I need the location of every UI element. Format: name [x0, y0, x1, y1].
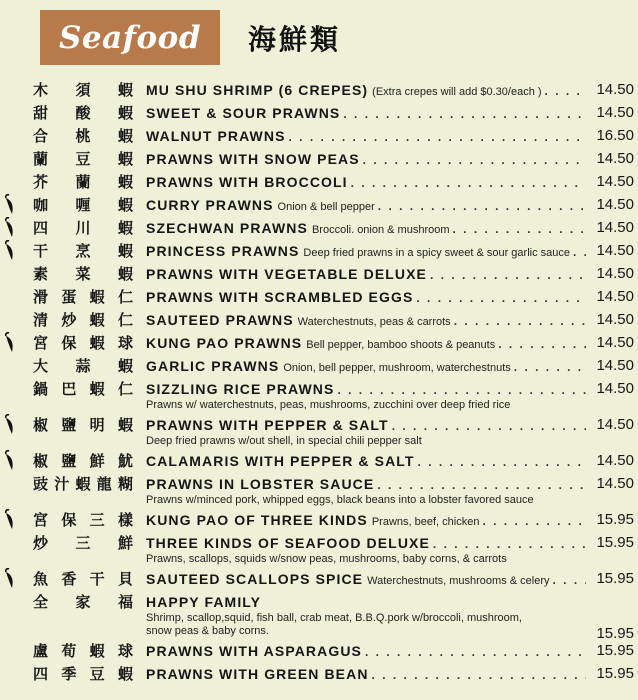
- dot-leader: [377, 475, 586, 494]
- item-note: Bell pepper, bamboo shoots & peanuts: [306, 339, 496, 351]
- dot-leader: [430, 265, 586, 284]
- dot-leader: [553, 570, 586, 589]
- section-title-cn: 海鮮類: [248, 23, 342, 56]
- dot-leader: [363, 150, 586, 169]
- dot-leader: [365, 642, 586, 661]
- item-chinese-name: 盧 荀 蝦 球: [33, 642, 133, 660]
- chili-pepper-icon: [2, 332, 26, 354]
- dot-leader: [433, 534, 586, 553]
- item-note: (Extra crepes will add $0.30/each ): [372, 86, 542, 98]
- dot-leader: [453, 219, 586, 238]
- item-description: snow peas & baby corns.: [146, 625, 269, 637]
- item-chinese-name: 蘭 豆 蝦: [33, 150, 133, 168]
- dot-leader: [372, 665, 586, 684]
- item-note: Prawns, beef, chicken: [371, 516, 480, 528]
- dot-leader: [498, 334, 586, 353]
- item-english-name: PRAWNS WITH BROCCOLI: [146, 174, 348, 190]
- item-english-name: MU SHU SHRIMP (6 CREPES): [146, 82, 369, 98]
- item-chinese-name: 干 烹 蝦: [33, 242, 133, 260]
- item-english-name: KUNG PAO OF THREE KINDS: [146, 512, 368, 528]
- item-chinese-name: 滑 蛋 蝦 仁: [33, 288, 133, 306]
- item-description: Prawns, scallops, squids w/snow peas, mushrooms, baby corns, & carrots: [146, 553, 507, 565]
- item-price: 15.95: [596, 511, 634, 528]
- item-english-name: SAUTEED PRAWNS: [146, 312, 294, 328]
- item-chinese-name: 鍋 巴 蝦 仁: [33, 380, 133, 398]
- item-english-name: PRAWNS WITH GREEN BEAN: [146, 666, 369, 682]
- item-price: 14.50: [596, 380, 634, 397]
- item-price: 14.50: [596, 452, 634, 469]
- item-chinese-name: 魚 香 干 貝: [33, 570, 133, 588]
- item-english-name: SIZZLING RICE PRAWNS: [146, 381, 335, 397]
- item-chinese-name: 椒 鹽 鮮 魷: [33, 452, 133, 470]
- item-note: Onion, bell pepper, mushroom, waterchestnuts: [283, 362, 511, 374]
- item-chinese-name: 合 桃 蝦: [33, 127, 133, 145]
- item-english-name: GARLIC PRAWNS: [146, 358, 280, 374]
- dot-leader: [392, 416, 586, 435]
- item-price: 14.50: [596, 150, 634, 167]
- item-chinese-name: 全 家 福: [33, 593, 133, 611]
- item-price: 14.50: [596, 288, 634, 305]
- chili-pepper-icon: [2, 240, 26, 262]
- dot-leader: [289, 127, 586, 146]
- item-price: 14.50: [596, 311, 634, 328]
- item-price: 14.50: [596, 196, 634, 213]
- chili-pepper-icon: [2, 217, 26, 239]
- item-english-name: PRAWNS WITH ASPARAGUS: [146, 643, 362, 659]
- item-price: 14.50: [596, 357, 634, 374]
- item-price: 15.95: [596, 665, 634, 682]
- item-chinese-name: 咖 喱 蝦: [33, 196, 133, 214]
- item-chinese-name: 木 須 蝦: [33, 81, 133, 99]
- dot-leader: [416, 288, 586, 307]
- item-chinese-name: 豉 汁 蝦 龍 糊: [33, 475, 133, 493]
- item-description: Deep fried prawns w/out shell, in special chili pepper salt: [146, 435, 422, 447]
- item-price: 14.50: [596, 219, 634, 236]
- item-chinese-name: 大 蒜 蝦: [33, 357, 133, 375]
- item-price: 14.50: [596, 81, 634, 98]
- item-price: 14.50: [596, 104, 634, 121]
- item-price: 15.95: [596, 534, 634, 551]
- item-price: 14.50: [596, 173, 634, 190]
- item-chinese-name: 甜 酸 蝦: [33, 104, 133, 122]
- item-chinese-name: 芥 蘭 蝦: [33, 173, 133, 191]
- item-chinese-name: 四 季 豆 蝦: [33, 665, 133, 683]
- item-price: 16.50: [596, 127, 634, 144]
- item-price: 14.50: [596, 265, 634, 282]
- item-english-name: THREE KINDS OF SEAFOOD DELUXE: [146, 535, 430, 551]
- item-price: 15.95: [596, 642, 634, 659]
- item-english-name: PRAWNS IN LOBSTER SAUCE: [146, 476, 375, 492]
- dot-leader: [514, 357, 586, 376]
- dot-leader: [573, 242, 586, 261]
- item-english-name: HAPPY FAMILY: [146, 594, 262, 610]
- chili-pepper-icon: [2, 509, 26, 531]
- item-chinese-name: 清 炒 蝦 仁: [33, 311, 133, 329]
- item-english-name: PRAWNS WITH SCRAMBLED EGGS: [146, 289, 414, 305]
- dot-leader: [343, 104, 586, 123]
- item-price: 15.95: [596, 625, 634, 642]
- item-english-name: SZECHWAN PRAWNS: [146, 220, 308, 236]
- item-chinese-name: 宮 保 蝦 球: [33, 334, 133, 352]
- item-english-name: WALNUT PRAWNS: [146, 128, 286, 144]
- dot-leader: [454, 311, 586, 330]
- item-note: Waterchestnuts, peas & carrots: [297, 316, 451, 328]
- item-description: Shrimp, scallop,squid, fish ball, crab meat, B.B.Q.pork w/broccoli, mushroom,: [146, 612, 522, 624]
- item-chinese-name: 炒 三 鮮: [33, 534, 133, 552]
- item-note: Broccoli. onion & mushroom: [311, 224, 450, 236]
- section-title-en: Seafood: [58, 19, 202, 56]
- dot-leader: [545, 81, 586, 100]
- item-english-name: SWEET & SOUR PRAWNS: [146, 105, 341, 121]
- section-title-banner: [40, 10, 220, 65]
- item-price: 14.50: [596, 475, 634, 492]
- item-chinese-name: 素 菜 蝦: [33, 265, 133, 283]
- item-chinese-name: 椒 鹽 明 蝦: [33, 416, 133, 434]
- item-chinese-name: 宮 保 三 樣: [33, 511, 133, 529]
- item-price: 14.50: [596, 416, 634, 433]
- item-note: Onion & bell pepper: [277, 201, 375, 213]
- item-english-name: PRAWNS WITH VEGETABLE DELUXE: [146, 266, 427, 282]
- item-english-name: SAUTEED SCALLOPS SPICE: [146, 571, 364, 587]
- dot-leader: [482, 511, 586, 530]
- chili-pepper-icon: [2, 414, 26, 436]
- item-english-name: PRINCESS PRAWNS: [146, 243, 300, 259]
- dot-leader: [418, 452, 586, 471]
- item-english-name: PRAWNS WITH PEPPER & SALT: [146, 417, 389, 433]
- item-description: Prawns w/minced pork, whipped eggs, black beans into a lobster favored sauce: [146, 494, 534, 506]
- dot-leader: [351, 173, 586, 192]
- chili-pepper-icon: [2, 450, 26, 472]
- item-note: Waterchestnuts, mushrooms & celery: [367, 575, 550, 587]
- item-price: 15.95: [596, 570, 634, 587]
- chili-pepper-icon: [2, 568, 26, 590]
- chili-pepper-icon: [2, 194, 26, 216]
- item-price: 14.50: [596, 334, 634, 351]
- item-english-name: CURRY PRAWNS: [146, 197, 274, 213]
- item-english-name: CALAMARIS WITH PEPPER & SALT: [146, 453, 415, 469]
- item-note: Deep fried prawns in a spicy sweet & sour garlic sauce: [303, 247, 570, 259]
- dot-leader: [378, 196, 586, 215]
- item-english-name: PRAWNS WITH SNOW PEAS: [146, 151, 360, 167]
- item-chinese-name: 四 川 蝦: [33, 219, 133, 237]
- item-price: 14.50: [596, 242, 634, 259]
- dot-leader: [337, 380, 586, 399]
- item-description: Prawns w/ waterchestnuts, peas, mushrooms, zucchini over deep fried rice: [146, 399, 511, 411]
- item-english-name: KUNG PAO PRAWNS: [146, 335, 303, 351]
